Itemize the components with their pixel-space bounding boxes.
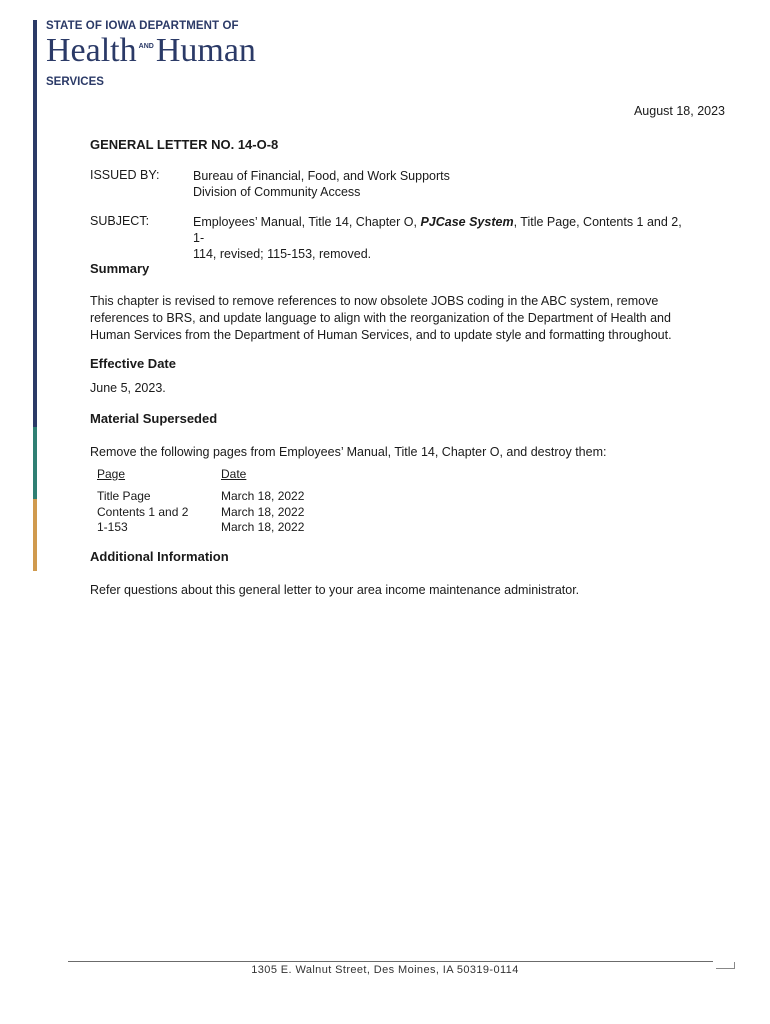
table-row-date: March 18, 2022 xyxy=(221,489,305,503)
table-page-column xyxy=(97,489,188,536)
summary-line: This chapter is revised to remove references to now obsolete JOBS coding in the ABC system, remove xyxy=(90,294,659,308)
issued-by-label: ISSUED BY: xyxy=(90,168,160,182)
side-color-bar xyxy=(33,20,37,571)
material-superseded-heading: Material Superseded xyxy=(90,411,218,426)
subject-system-name: PJCase System xyxy=(420,215,514,229)
issued-by-value xyxy=(193,168,683,200)
summary-heading: Summary xyxy=(90,261,150,276)
table-date-column xyxy=(221,489,304,536)
issued-by-line: Division of Community Access xyxy=(193,185,361,199)
subject-line-1 xyxy=(193,214,683,246)
department-logo xyxy=(46,20,256,88)
summary-line: references to BRS, and update language to align with the reorganization of the Department of Health and xyxy=(90,311,671,325)
material-superseded-intro: Remove the following pages from Employees’ Manual, Title 14, Chapter O, and destroy them: xyxy=(90,445,607,459)
side-bar-teal xyxy=(33,427,37,499)
logo-and-word: AND xyxy=(138,43,154,51)
table-row-date: March 18, 2022 xyxy=(221,504,305,519)
side-bar-gold xyxy=(33,499,37,571)
table-row-page: 1-153 xyxy=(97,520,128,534)
footer-divider xyxy=(68,961,713,962)
table-header-date: Date xyxy=(221,467,247,481)
summary-text xyxy=(90,293,680,344)
logo-main-line xyxy=(46,34,256,70)
subject-value xyxy=(193,214,683,262)
logo-top-line: STATE OF IOWA DEPARTMENT OF xyxy=(46,20,239,32)
table-row-page: Contents 1 and 2 xyxy=(97,504,189,519)
subject-line1-post: , Title Page, Contents 1 and 2, 1- xyxy=(193,215,682,245)
subject-line-2: 114, revised; 115-153, removed. xyxy=(193,247,372,261)
table-row-date: March 18, 2022 xyxy=(221,520,305,534)
logo-word-human: Human xyxy=(155,32,256,69)
summary-line: Human Services from the Department of Human Services, and to update style and formatting throughout. xyxy=(90,328,672,342)
page-corner-mark xyxy=(716,962,735,969)
footer-address: 1305 E. Walnut Street, Des Moines, IA 50319-0114 xyxy=(251,964,519,976)
table-row-page: Title Page xyxy=(97,489,151,503)
logo-word-health: Health xyxy=(46,32,137,69)
additional-info-heading: Additional Information xyxy=(90,549,229,564)
effective-date-text: June 5, 2023. xyxy=(90,381,166,395)
additional-info-text: Refer questions about this general letter to your area income maintenance administrator. xyxy=(90,583,580,597)
table-header-page: Page xyxy=(97,467,126,481)
subject-label: SUBJECT: xyxy=(90,214,150,228)
effective-date-heading: Effective Date xyxy=(90,356,176,371)
logo-services: SERVICES xyxy=(46,76,104,89)
letter-number: GENERAL LETTER NO. 14-O-8 xyxy=(90,137,279,152)
letter-date: August 18, 2023 xyxy=(633,104,725,118)
issued-by-line: Bureau of Financial, Food, and Work Supports xyxy=(193,169,450,183)
side-bar-navy xyxy=(33,20,37,427)
subject-pre: Employees’ Manual, Title 14, Chapter O, xyxy=(193,215,421,229)
